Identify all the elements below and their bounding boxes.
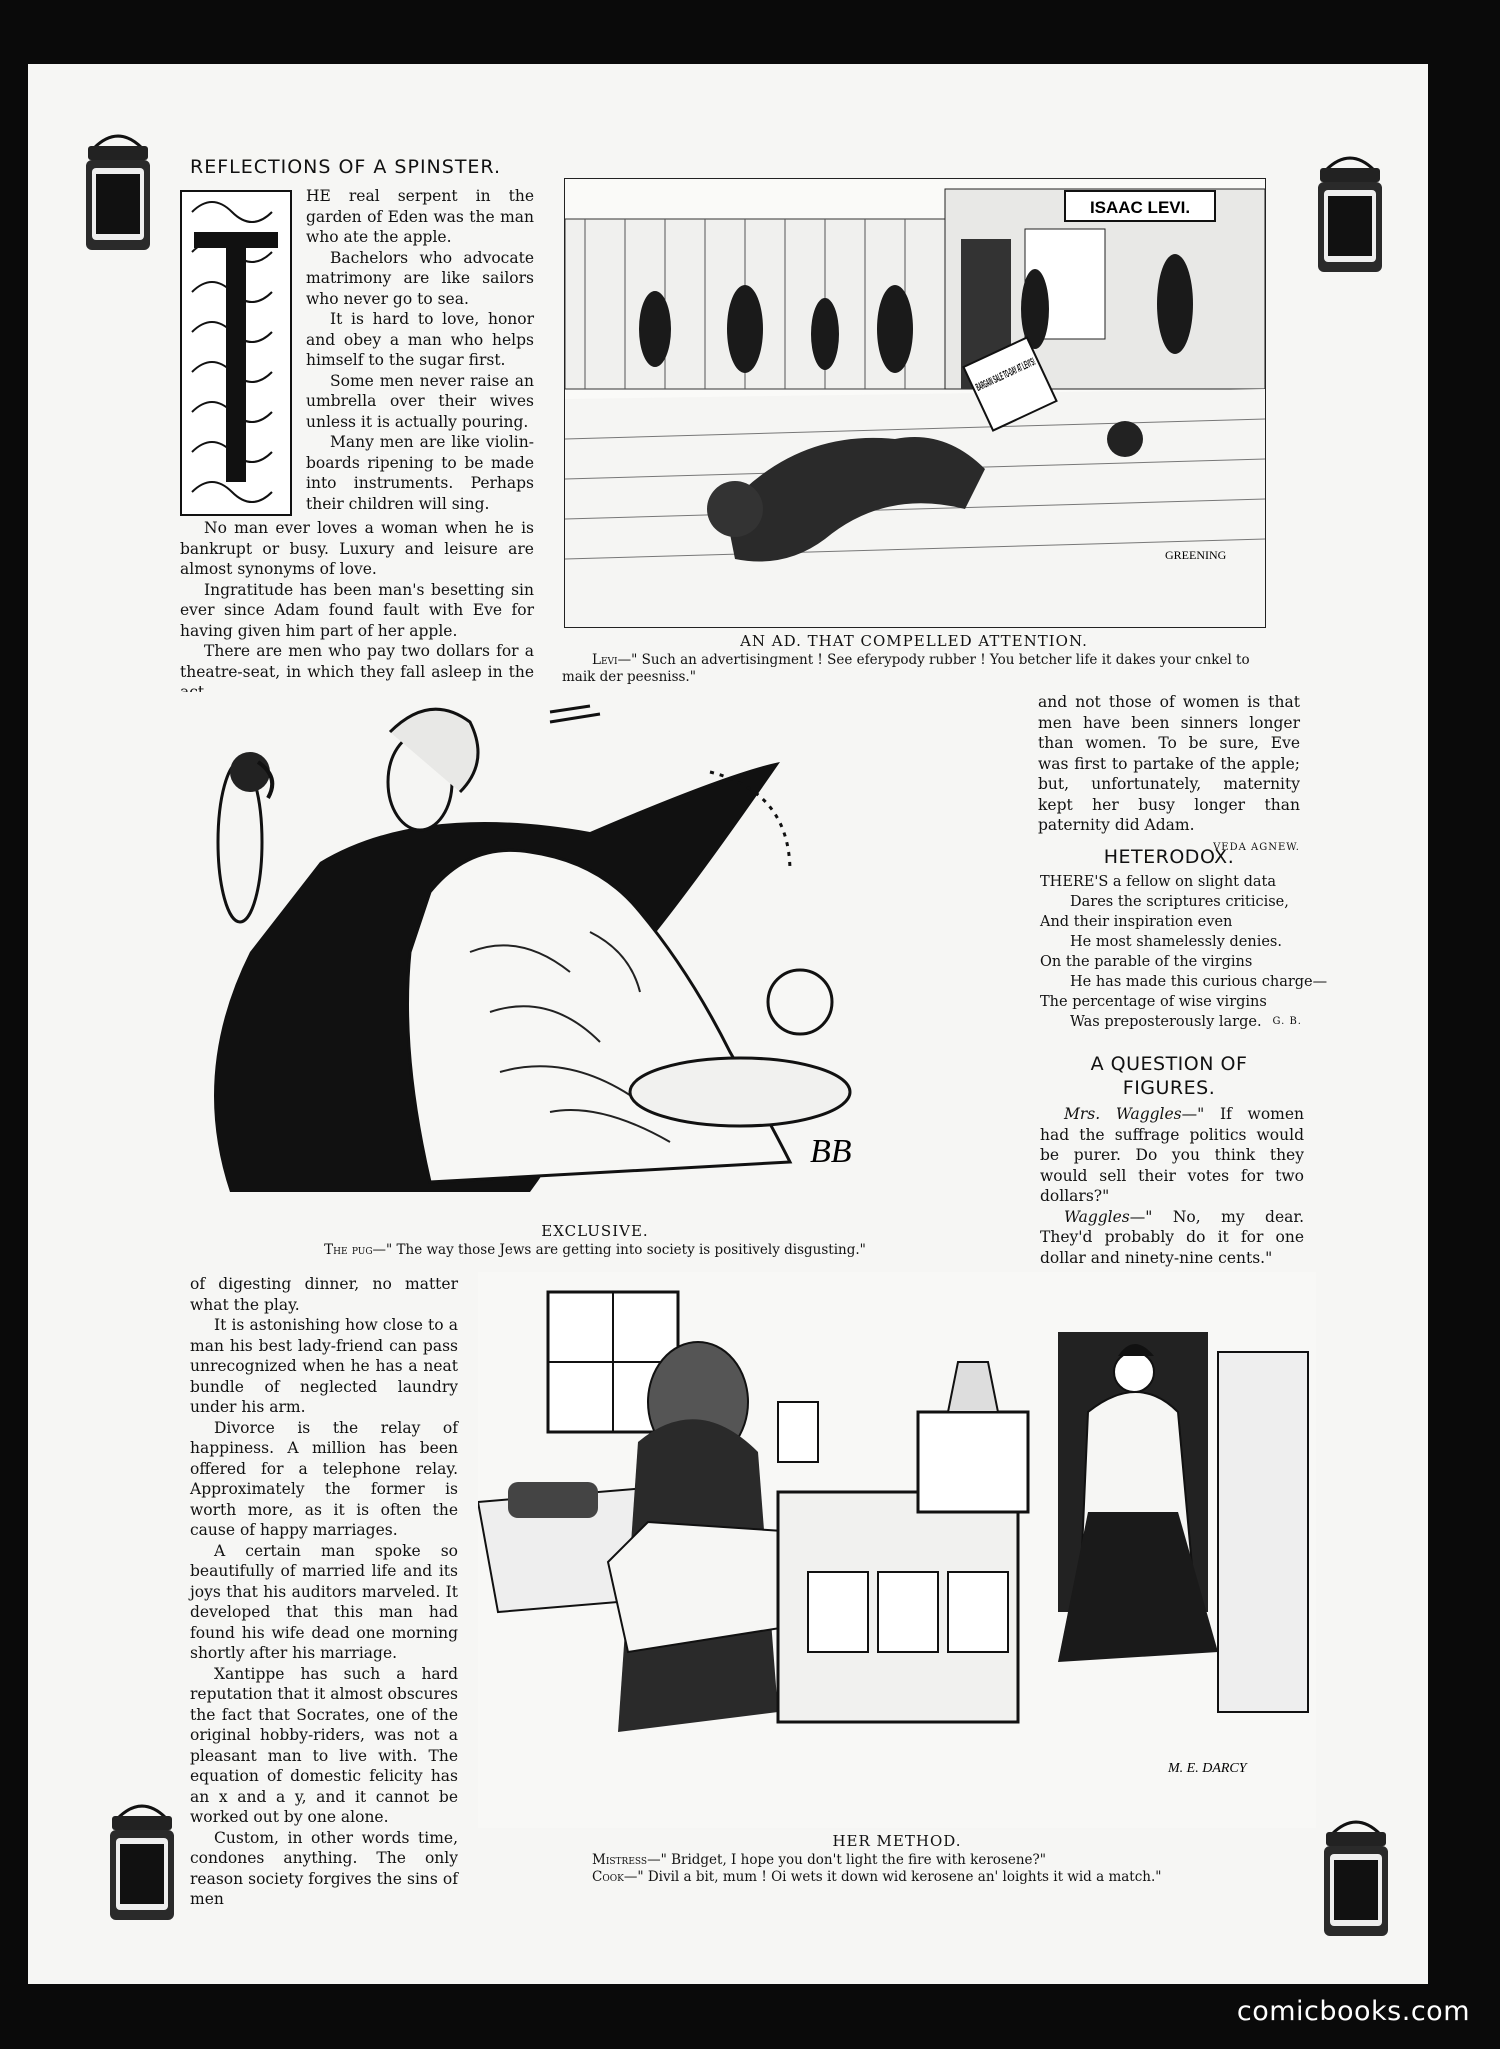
- artist-signature: BB: [810, 1133, 852, 1170]
- dinner-pail-icon-bottom-right: [1318, 1812, 1394, 1940]
- dialogue-line: —" If women had the suffrage politics would be purer. Do you think they would sell their votes for two dollars?": [1040, 1105, 1305, 1205]
- spinster-column-mid: [180, 518, 534, 703]
- dialogue-line: —" No, my dear. They'd probably do it for one dollar and ninety-nine cents.": [1040, 1207, 1304, 1267]
- poem-line: Dares the scriptures criticise,: [1070, 894, 1289, 910]
- artist-signature: M. E. DARCY: [1168, 1761, 1247, 1776]
- dialogue-speaker: Waggles: [1064, 1207, 1130, 1226]
- paragraph: Bachelors who advocate matrimony are like sailors who never go to sea.: [306, 248, 534, 308]
- paragraph: A certain man spoke so beautifully of married life and its joys that his auditors marveled. It developed that this man had found his wife dead one morning shortly after his marriage.: [190, 1541, 458, 1662]
- title-line: FIGURES.: [1122, 1077, 1216, 1099]
- dinner-pail-icon-bottom-left: [104, 1796, 180, 1924]
- paragraph: Divorce is the relay of happiness. A million has been offered for a telephone relay. Approximately the former is worth more, as it is often the cause of happy marriages.: [190, 1418, 458, 1539]
- spinster-column-right: [1038, 692, 1300, 858]
- paragraph: and not those of women is that men have been sinners longer than women. To be sure, Eve was first to partake of the apple; but, unfortunately, maternity kept her busy longer than paternity did Adam.: [1038, 693, 1300, 834]
- cartoon-caption: [592, 1852, 1312, 1886]
- paragraph: of digesting dinner, no matter what the play.: [190, 1275, 458, 1314]
- poem-byline: G. B.: [1272, 1016, 1302, 1027]
- poem-line: On the parable of the virgins: [1040, 954, 1253, 970]
- paragraph: It is hard to love, honor and obey a man who helps himself to the sugar first.: [306, 310, 534, 369]
- cartoon-title: HER METHOD.: [832, 1832, 962, 1850]
- decorative-drop-cap-t: [180, 190, 292, 516]
- cartoon-title: AN AD. THAT COMPELLED ATTENTION.: [740, 632, 1088, 650]
- dinner-pail-icon-top-right: [1312, 148, 1388, 276]
- shop-sign: ISAAC LEVI.: [1089, 198, 1191, 217]
- spinster-column-top: [306, 186, 534, 514]
- paragraph: There are men who pay two dollars for a theatre-seat, in which they fall asleep in the: [180, 642, 534, 681]
- paragraph: No man ever loves a woman when he is bankrupt or busy. Luxury and leisure are almost synonyms of love.: [180, 519, 534, 578]
- poem-line: And their inspiration even: [1040, 914, 1233, 930]
- article-title-question: [1038, 1052, 1300, 1100]
- title-line: A QUESTION OF: [1090, 1053, 1248, 1075]
- artist-signature: GREENING: [1165, 548, 1227, 562]
- caption-text: —" Bridget, I hope you don't light the fire with kerosene?": [647, 1852, 1046, 1868]
- paragraph: Ingratitude has been man's besetting sin ever since Adam found fault with Eve for having given him part of her apple.: [180, 580, 534, 640]
- dialogue-speaker: Mrs. Waggles: [1064, 1105, 1182, 1123]
- poem-line: He most shamelessly denies.: [1070, 934, 1282, 950]
- paragraph: Custom, in other words time, condones anything. The only reason society forgives the sins of men: [190, 1828, 458, 1908]
- question-dialogue: [1040, 1104, 1304, 1268]
- caption-text: —" Divil a bit, mum ! Oi wets it down wid kerosene an' loights it wid a match.": [623, 1869, 1162, 1885]
- paragraph: Some men never raise an umbrella over their wives unless it is actually pouring.: [306, 371, 534, 431]
- poem-line: The percentage of wise virgins: [1040, 994, 1267, 1010]
- caption-speaker: The pug: [324, 1242, 373, 1258]
- article-title: REFLECTIONS OF A SPINSTER.: [190, 156, 501, 178]
- caption-text: —" The way those Jews are getting into society is positively disgusting.": [372, 1242, 866, 1258]
- cartoon-caption: [170, 1242, 1020, 1259]
- cartoon-title: EXCLUSIVE.: [541, 1222, 649, 1240]
- poem-heterodox: [1040, 872, 1328, 1032]
- cartoon-her-method: [478, 1272, 1316, 1828]
- spinster-column-lower: [190, 1274, 458, 1910]
- article-byline: VEDA AGNEW.: [1213, 841, 1300, 853]
- cartoon-caption: [562, 652, 1266, 686]
- poem-line: THERE'S a fellow on slight data: [1040, 874, 1277, 890]
- paragraph: Many men are like violin-boards ripening to be made into instruments. Perhaps their children will sing.: [306, 433, 534, 513]
- poem-line: Was preposterously large.: [1070, 1014, 1262, 1030]
- caption-text: —" Such an advertisingment ! See eferypody rubber ! You betcher life it dakes your cnkel to maik der peesniss.": [562, 652, 1250, 685]
- paragraph: Xantippe has such a hard reputation that it almost obscures the fact that Socrates, one of the original hobby-riders, was not a pleasant man to live with. The equation of domestic felicity has an x and a y, and it cannot be worked out by one alone.: [190, 1664, 458, 1826]
- poem-title: HETERODOX.: [1103, 846, 1235, 868]
- paragraph: HE real serpent in the garden of Eden was the man who ate the apple.: [306, 187, 534, 246]
- dinner-pail-icon-top-left: [80, 126, 156, 254]
- caption-speaker: Levi: [592, 652, 618, 668]
- caption-speaker: Mistress: [592, 1852, 648, 1868]
- poem-line: He has made this curious charge—: [1070, 974, 1328, 990]
- cartoon-ad-compelled-attention: [564, 178, 1266, 628]
- caption-speaker: Cook: [592, 1869, 624, 1885]
- cartoon-exclusive: [170, 692, 1020, 1220]
- site-watermark: comicbooks.com: [1236, 1996, 1470, 2027]
- paragraph: It is astonishing how close to a man his best lady-friend can pass unrecognized when he has a neat bundle of neglected laundry under his arm.: [190, 1316, 458, 1416]
